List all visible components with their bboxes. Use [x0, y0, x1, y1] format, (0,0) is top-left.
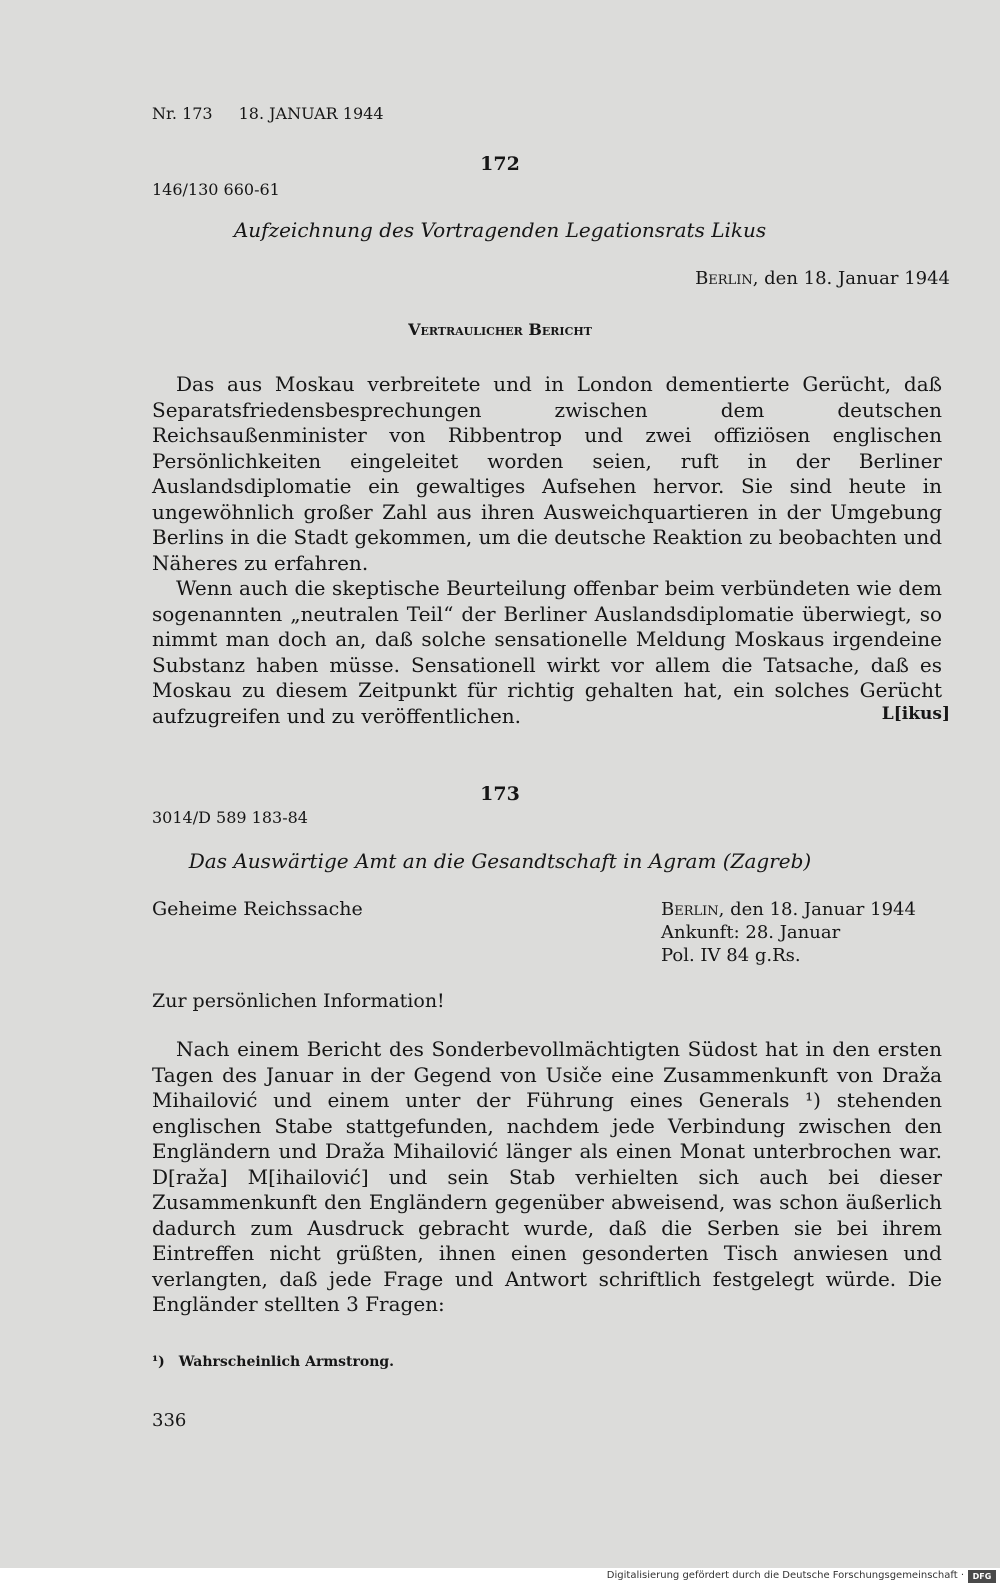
doc-173-meta: [661, 898, 916, 967]
doc-173-place-date: [661, 898, 916, 921]
doc-172-number: 172: [480, 153, 520, 175]
footnote-text: Wahrscheinlich Armstrong.: [178, 1354, 395, 1370]
doc-172-title: Aufzeichnung des Vortragenden Legationsrats Likus: [233, 218, 767, 242]
doc-173-paragraph: Nach einem Bericht des Sonderbevollmächtigten Südost hat in den ersten Tagen des Januar in der Gegend von Usiče eine Zusammenkunft von Draža Mihailović und einem unter der Führung eines Generals ¹) stehenden englischen Stabe stattgefunden, nachdem jede Verbindung zwischen den Engländern und Draža Mihailović länger als einen Monat unterbrochen war. D[raža] M[ihailović] und sein Stab verhielten sich auch bei dieser Zusammenkunft den Engländern gegenüber abweisend, was schon äußerlich dadurch zum Ausdruck gebracht wurde, daß die Serben sie bei ihrem Eintreffen nicht grüßten, ihnen einen gesonderten Tisch anwiesen und verlangten, daß jede Frage und Antwort schriftlich festgelegt würde. Die Engländer stellten 3 Fragen:: [152, 1037, 942, 1316]
doc-172-place: Berlin: [695, 268, 753, 289]
doc-172-date: , den 18. Januar 1944: [752, 268, 950, 289]
doc-172-signature: L[ikus]: [881, 704, 950, 724]
doc-173-classification: Geheime Reichssache: [152, 898, 363, 920]
doc-173-number: 173: [480, 783, 520, 805]
running-doc-number: Nr. 173: [152, 104, 213, 123]
doc-172-place-date: [695, 268, 950, 289]
doc-173-date: , den 18. Januar 1944: [718, 899, 916, 920]
doc-172-paragraph-2: Wenn auch die skeptische Beurteilung offenbar beim verbündeten wie dem sogenannten „neutralen Teil“ der Berliner Auslandsdiplomatie überwiegt, so nimmt man doch an, daß solche sensationelle Meldung Moskaus irgendeine Substanz haben müsse. Sensationell wirkt vor allem die Tatsache, daß es Moskau zu diesem Zeitpunkt für richtig gehalten hat, ein solches Gerücht aufzugreifen und zu veröffentlichen.: [152, 576, 942, 728]
running-date: 18. JANUAR 1944: [238, 104, 384, 123]
doc-172-body: [152, 372, 942, 729]
footnote: [152, 1354, 394, 1370]
running-header: [152, 104, 384, 123]
doc-173-reference: 3014/D 589 183-84: [152, 808, 308, 827]
doc-173-arrival: Ankunft: 28. Januar: [661, 922, 841, 943]
doc-173-title: Das Auswärtige Amt an die Gesandtschaft in Agram (Zagreb): [188, 849, 812, 873]
dfg-logo-icon: DFG: [968, 1570, 996, 1583]
doc-172-confidential-heading: Vertraulicher Bericht: [408, 320, 592, 339]
doc-172-reference: 146/130 660-61: [152, 180, 280, 199]
funding-credit: Digitalisierung gefördert durch die Deutsche Forschungsgemeinschaft ·: [606, 1570, 964, 1581]
doc-173-personal-note: Zur persönlichen Information!: [152, 990, 445, 1012]
page-number: 336: [152, 1410, 187, 1431]
doc-173-body: [152, 1037, 942, 1318]
footnote-mark: ¹): [152, 1354, 165, 1370]
doc-173-file-number: Pol. IV 84 g.Rs.: [661, 945, 801, 966]
doc-172-paragraph-1: Das aus Moskau verbreitete und in London dementierte Gerücht, daß Separatsfriedensbesprechungen zwischen dem deutschen Reichsaußenminister von Ribbentrop und zwei offiziösen englischen Persönlichkeiten eingeleitet worden seien, ruft in der Berliner Auslandsdiplomatie ein gewaltiges Aufsehen hervor. Sie sind heute in ungewöhnlich großer Zahl aus ihren Ausweichquartieren in der Umgebung Berlins in die Stadt gekommen, um die deutsche Reaktion zu beobachten und Näheres zu erfahren.: [152, 372, 942, 575]
doc-173-place: Berlin: [661, 899, 719, 920]
